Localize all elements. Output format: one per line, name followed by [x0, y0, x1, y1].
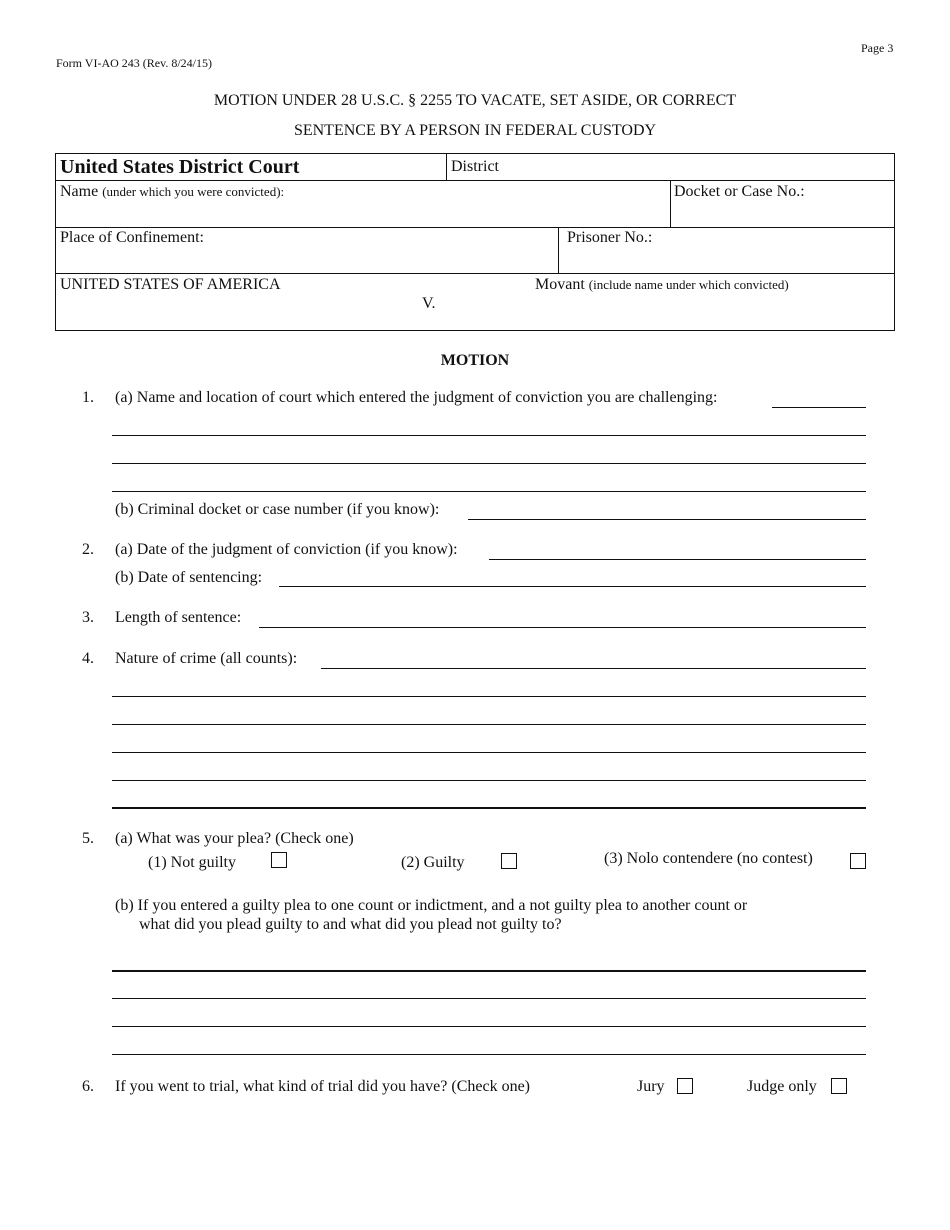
- answer-line[interactable]: [112, 491, 866, 492]
- divider: [446, 153, 447, 180]
- q1b-label: (b) Criminal docket or case number (if you know):: [115, 501, 440, 518]
- district-label[interactable]: District: [451, 158, 499, 175]
- form-title-line1: MOTION UNDER 28 U.S.C. § 2255 TO VACATE, SET ASIDE, OR CORRECT: [213, 92, 737, 109]
- answer-line[interactable]: [112, 970, 866, 972]
- q5b-label-line2: what did you plead guilty to and what did you plead not guilty to?: [139, 916, 562, 933]
- docket-label[interactable]: Docket or Case No.:: [674, 183, 805, 200]
- versus-label: V.: [422, 295, 436, 312]
- motion-heading: MOTION: [440, 352, 510, 369]
- q3-number: 3.: [82, 609, 94, 626]
- divider: [558, 227, 559, 273]
- q3-answer-line[interactable]: [259, 627, 866, 628]
- plea-not-guilty-checkbox[interactable]: [271, 852, 287, 868]
- confinement-label[interactable]: Place of Confinement:: [60, 229, 204, 246]
- trial-judge-checkbox[interactable]: [831, 1078, 847, 1094]
- answer-line[interactable]: [112, 435, 866, 436]
- q1a-answer-line[interactable]: [772, 407, 866, 408]
- answer-line[interactable]: [112, 463, 866, 464]
- q6-number: 6.: [82, 1078, 94, 1095]
- page-number: Page 3: [861, 41, 894, 55]
- answer-line[interactable]: [112, 696, 866, 697]
- q2a-answer-line[interactable]: [489, 559, 866, 560]
- answer-line[interactable]: [112, 807, 866, 809]
- q2b-answer-line[interactable]: [279, 586, 866, 587]
- name-label: Name: [60, 183, 99, 200]
- q1-number: 1.: [82, 389, 94, 406]
- divider: [55, 227, 895, 228]
- q2b-label: (b) Date of sentencing:: [115, 569, 263, 586]
- answer-line[interactable]: [112, 1026, 866, 1027]
- plea-guilty-checkbox[interactable]: [501, 853, 517, 869]
- form-title-line2: SENTENCE BY A PERSON IN FEDERAL CUSTODY: [293, 122, 657, 139]
- q2-number: 2.: [82, 541, 94, 558]
- name-field[interactable]: [57, 181, 669, 226]
- movant-note: (include name under which convicted): [588, 277, 789, 292]
- answer-line[interactable]: [112, 752, 866, 753]
- usa-label: UNITED STATES OF AMERICA: [60, 276, 281, 293]
- answer-line[interactable]: [112, 780, 866, 781]
- answer-line[interactable]: [112, 1054, 866, 1055]
- q5-number: 5.: [82, 830, 94, 847]
- q4-label: Nature of crime (all counts):: [115, 650, 298, 667]
- divider: [55, 273, 895, 274]
- q5a-label: (a) What was your plea? (Check one): [115, 830, 354, 847]
- trial-jury-checkbox[interactable]: [677, 1078, 693, 1094]
- q4-answer-line[interactable]: [321, 668, 866, 669]
- movant-label: Movant: [535, 276, 585, 293]
- answer-line[interactable]: [112, 998, 866, 999]
- court-name: United States District Court: [60, 156, 300, 178]
- movant-field[interactable]: [533, 275, 891, 327]
- q5b-label-line1: (b) If you entered a guilty plea to one count or indictment, and a not guilty plea to another count or: [115, 897, 748, 914]
- plea-guilty-label: (2) Guilty: [401, 854, 465, 871]
- answer-line[interactable]: [112, 724, 866, 725]
- q4-number: 4.: [82, 650, 94, 667]
- trial-jury-label: Jury: [637, 1078, 665, 1095]
- divider: [670, 180, 671, 227]
- q3-label: Length of sentence:: [115, 609, 242, 626]
- prisoner-number-label[interactable]: Prisoner No.:: [567, 229, 653, 246]
- q1a-label: (a) Name and location of court which entered the judgment of conviction you are challenging:: [115, 389, 718, 406]
- q1b-answer-line[interactable]: [468, 519, 866, 520]
- trial-judge-label: Judge only: [747, 1078, 817, 1095]
- q6-label: If you went to trial, what kind of trial did you have? (Check one): [115, 1078, 530, 1095]
- form-id: Form VI-AO 243 (Rev. 8/24/15): [56, 56, 212, 70]
- plea-nolo-label: (3) Nolo contendere (no contest): [604, 850, 813, 867]
- name-note: (under which you were convicted):: [102, 184, 285, 199]
- plea-not-guilty-label: (1) Not guilty: [148, 854, 236, 871]
- plea-nolo-checkbox[interactable]: [850, 853, 866, 869]
- q2a-label: (a) Date of the judgment of conviction (if you know):: [115, 541, 458, 558]
